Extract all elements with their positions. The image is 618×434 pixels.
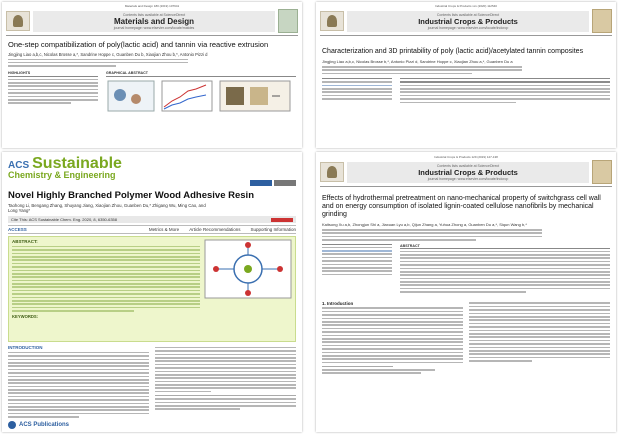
cite-this[interactable]: Cite This: ACS Sustainable Chem. Eng. 2020, 8, 6350-6358 [11,217,117,222]
cite-bar [8,216,296,223]
graphical-abstract-figure [106,77,296,117]
pubs-acs-badge [250,180,272,186]
abstract-box [8,236,296,342]
journal-cover-icon [278,9,298,33]
metrics-link[interactable]: Metrics & More [148,227,180,232]
paper-acs-sustainable[interactable] [2,152,302,432]
research-article-badge [274,180,296,186]
toc-graphic [204,239,292,299]
recommendations-link[interactable]: Article Recommendations [189,227,241,232]
journal-url: journal homepage: www.elsevier.com/locate/matdes [113,25,195,30]
paper-title[interactable]: Effects of hydrothermal pretreatment on nano-mechanical property of switchgrass cell wall and on energy consumption of isolated lignin-coated cellulose nanofibrils by mechanical grinding [322,195,601,218]
paper-authors: Kaitsong Xu a,b, Zhongjun Shi a, Jiaxuan Lyu a,b, Qijun Zhang a, Yuhua Zhong a, Guanben Du a,*, Siqun Wang b,* [322,222,527,227]
journal-header [6,9,298,36]
acs-brand [2,152,302,180]
read-online-button[interactable] [271,218,293,222]
journal-header: Contents lists available at ScienceDirect Industrial Crops & Products journal homepage: www.elsevier.com/locate/indcrop [320,9,612,36]
affiliations [322,66,522,74]
elsevier-logo-icon [320,162,344,182]
article-info-row [322,244,610,295]
access-bar [8,225,296,234]
paper-authors: Taohong Li, Bengang Zhang, Shuyang Jiang, Xiaojian Zhou, Guanben Du,* Zhigang Wu, Ming Cao, and Long Yang* [8,203,206,213]
affiliations [322,229,542,241]
access-label: ACCESS [8,227,27,232]
abstract-label: ABSTRACT: [12,239,38,244]
journal-ref: Materials and Design 180 (2019) 107941 [124,4,180,8]
highlights-label: HIGHLIGHTS [8,70,31,75]
keywords-label: KEYWORDS: [12,313,39,319]
paper-title[interactable]: Novel Highly Branched Polymer Wood Adhesive Resin [8,190,255,201]
paper-authors: Jingjing Liao a,b,c, Nicolas Brosse b,*, Antonio Pizzi d, Sandrine Hoppe c, Xiaojian Zhou a,*, Guanben Du a [322,59,513,64]
contents-line: Contents lists available at ScienceDirect [122,12,186,17]
abstract-label: ABSTRACT [400,243,420,248]
paper-industrial-crops-1[interactable] [316,2,616,148]
publisher-name: ACS Publications [19,422,70,428]
journal-name: Industrial Crops & Products [418,167,518,177]
acs-brand-name: Sustainable [32,155,122,172]
journal-header: Contents lists available at ScienceDirect Industrial Crops & Products journal homepage: www.elsevier.com/locate/indcrop [320,160,612,187]
supporting-info-link[interactable]: Supporting Information [250,227,296,232]
highlights-row [8,71,296,122]
intro-heading: 1. Introduction [322,300,354,306]
paper-authors: Jingjing Liao a,b,c, Nicolas Brosse a,*, Sandrine Hoppe c, Guanben Du b, Xiaojian Zhou b,*, Antonio Pizzi d [8,51,208,57]
journal-ref: Industrial Crops & Products 129 (2019) 127-138 [434,155,498,159]
paper-title[interactable]: Characterization and 3D printability of poly (lactic acid)/acetylated tannin composites [322,48,584,55]
intro-heading: INTRODUCTION [8,345,43,350]
acs-brand-top: ACS [8,160,30,171]
journal-cover-icon [592,9,612,33]
contents-line: Contents lists available at ScienceDirect [436,12,500,17]
graphical-abstract-label: GRAPHICAL ABSTRACT [106,70,148,75]
acs-publications-footer [8,421,69,429]
journal-name: Materials and Design [113,16,195,26]
acs-logo-icon [8,421,16,429]
contents-line: Contents lists available at ScienceDirect [436,163,500,168]
article-info-row [322,78,610,105]
paper-title[interactable]: One-step compatibilization of poly(lactic acid) and tannin via reactive extrusion [8,40,269,49]
body-columns [322,301,610,376]
elsevier-logo-icon [320,11,344,31]
affiliations [8,59,188,67]
acs-brand-sub: Chemistry & Engineering [8,170,116,180]
journal-ref: Industrial Crops & Products xxx (2020) 112540 [435,4,497,8]
body-columns [8,345,296,420]
paper-materials-design[interactable] [2,2,302,148]
journal-cover-icon [592,160,612,184]
elsevier-logo-icon [6,11,30,31]
paper-industrial-crops-2[interactable] [316,152,616,432]
journal-name: Industrial Crops & Products [418,16,518,26]
